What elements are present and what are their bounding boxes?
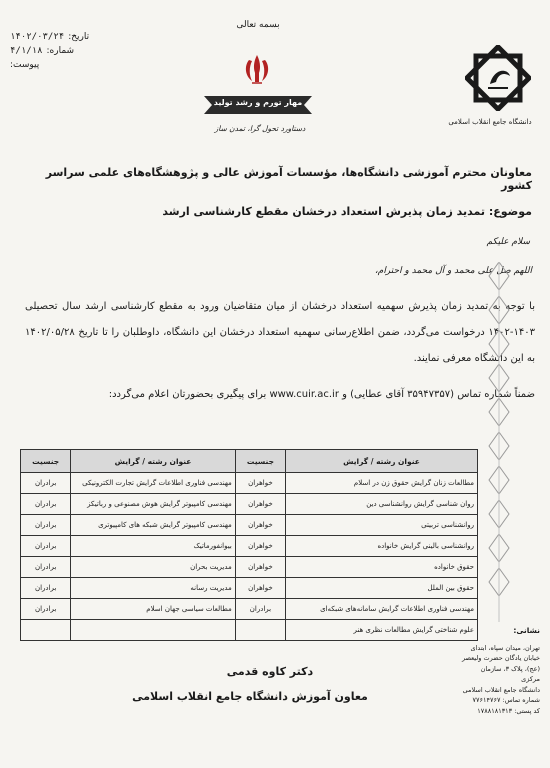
- date-label: تاریخ:: [68, 32, 90, 42]
- gender-cell: برادران: [21, 494, 71, 515]
- program-cell: مطالعات سیاسی جهان اسلام: [71, 599, 236, 620]
- program-cell: [71, 620, 236, 641]
- gender-cell: خواهران: [235, 578, 285, 599]
- program-cell: روانشناسی بالینی گرایش خانواده: [286, 536, 478, 557]
- address-phone: شماره تماس: ۷۷۶۱۴۷۶۷: [472, 696, 540, 704]
- gender-cell: برادران: [21, 473, 71, 494]
- table-row: [21, 494, 478, 515]
- iran-emblem-icon: [240, 52, 274, 86]
- gender-cell: خواهران: [235, 557, 285, 578]
- gender-cell: برادران: [21, 557, 71, 578]
- address-label: نشانی:: [513, 626, 540, 635]
- decorative-ornament-icon: [483, 262, 515, 622]
- address-line: تهران، میدان سپاه، ابتدای: [470, 643, 540, 652]
- gender-cell: خواهران: [235, 473, 285, 494]
- bismillah: بسمه تعالی: [236, 20, 280, 30]
- gender-cell: برادران: [21, 515, 71, 536]
- program-cell: حقوق خانواده: [286, 557, 478, 578]
- program-cell: مهندسی فناوری اطلاعات گرایش تجارت الکترونیکی: [71, 473, 236, 494]
- program-cell: علوم شناختی گرایش مطالعات نظری هنر: [286, 620, 478, 641]
- column-header-program: عنوان رشته / گرایش: [286, 450, 478, 473]
- letter-meta: [10, 30, 130, 72]
- table-row: [21, 620, 478, 641]
- attachment-label: پیوست:: [10, 60, 40, 70]
- address-block: [460, 626, 540, 716]
- signatory-title: معاون آموزش دانشگاه جامع انقلاب اسلامی: [132, 690, 368, 703]
- column-header-program: عنوان رشته / گرایش: [71, 450, 236, 473]
- address-postal-code: کد پستی: ۱۷۸۸۱۸۱۳۱۳: [477, 706, 540, 715]
- table-header-row: [21, 450, 478, 473]
- program-cell: مطالعات زنان گرایش حقوق زن در اسلام: [286, 473, 478, 494]
- gender-cell: [21, 620, 71, 641]
- attachment-row: [10, 58, 130, 72]
- recipient-line: معاونان محترم آموزشی دانشگاه‌ها، مؤسسات آموزش عالی و پژوهشگاه‌های علمی سراسر کشور: [45, 166, 532, 192]
- table-row: [21, 578, 478, 599]
- table-row: [21, 599, 478, 620]
- slogan-subline: دستاورد تحول گرا، تمدن ساز: [214, 124, 306, 133]
- gender-cell: [235, 620, 285, 641]
- table-row: [21, 473, 478, 494]
- gender-cell: برادران: [21, 578, 71, 599]
- program-cell: مدیریت رسانه: [71, 578, 236, 599]
- gender-cell: خواهران: [235, 536, 285, 557]
- program-cell: مدیریت بحران: [71, 557, 236, 578]
- program-cell: روانشناسی تربیتی: [286, 515, 478, 536]
- gender-cell: برادران: [21, 536, 71, 557]
- number-label: شماره:: [46, 46, 75, 56]
- program-cell: بیوانفورماتیک: [71, 536, 236, 557]
- gender-cell: خواهران: [235, 515, 285, 536]
- gender-cell: برادران: [235, 599, 285, 620]
- program-cell: روان شناسی گرایش روانشناسی دین: [286, 494, 478, 515]
- program-cell: مهندسی کامپیوتر گرایش هوش مصنوعی و رباتیکز: [71, 494, 236, 515]
- subject-line: موضوع: تمدید زمان پذیرش استعداد درخشان مقطع کارشناسی ارشد: [162, 205, 532, 218]
- table-row: [21, 515, 478, 536]
- signatory-name: دکتر کاوه قدمی: [226, 665, 314, 678]
- column-header-gender: جنسیت: [235, 450, 285, 473]
- university-logo-icon: [465, 45, 531, 111]
- program-cell: حقوق بین الملل: [286, 578, 478, 599]
- program-cell: مهندسی فناوری اطلاعات گرایش سامانه‌های شبکه‌ای: [286, 599, 478, 620]
- address-line: (عج)، پلاک ۳، سازمان مرکزی: [480, 664, 540, 683]
- address-line: دانشگاه جامع انقلاب اسلامی: [462, 685, 540, 694]
- gender-cell: برادران: [21, 599, 71, 620]
- address-line: خیابان یادگان حضرت ولیعصر: [461, 654, 540, 662]
- table-row: [21, 536, 478, 557]
- programs-table: [20, 449, 478, 641]
- greeting-salutation: سلام علیکم: [486, 237, 530, 247]
- slogan-text: مهار تورم و رشد تولید: [213, 98, 303, 107]
- gender-cell: خواهران: [235, 494, 285, 515]
- university-caption: دانشگاه جامع انقلاب اسلامی: [448, 118, 532, 126]
- greeting-salawat: اللهم صل علی محمد و آل محمد و احترام،: [374, 266, 532, 276]
- date-value: ۱۴۰۲/۰۳/۲۴: [10, 32, 65, 42]
- date-row: [10, 30, 130, 44]
- table-row: [21, 557, 478, 578]
- column-header-gender: جنسیت: [21, 450, 71, 473]
- number-value: ۴/۱/۱۸: [10, 46, 43, 56]
- body-paragraph: با توجه به تمدید زمان پذیرش سهمیه استعداد درخشان از میان متقاضیان ورود به مقطع کارشناسی ارشد سال تحصیلی ۱۴۰۳-۱۴۰۲ درخواست می‌گردد، ضمن اطلاع‌رسانی سهمیه استعداد درخشان این دانشگاه، داوطلبان را تا تاریخ ۱۴۰۲/۰۵/۲۸ به این دانشگاه معرفی نمایند.: [25, 301, 535, 364]
- contact-paragraph: ضمناً شماره تماس (۳۵۹۴۷۳۵۷ آقای عطایی) و www.cuir.ac.ir برای پیگیری بحضورتان اعلام می‌گردد:: [108, 389, 535, 400]
- number-row: [10, 44, 130, 58]
- program-cell: مهندسی کامپیوتر گرایش شبکه های کامپیوتری: [71, 515, 236, 536]
